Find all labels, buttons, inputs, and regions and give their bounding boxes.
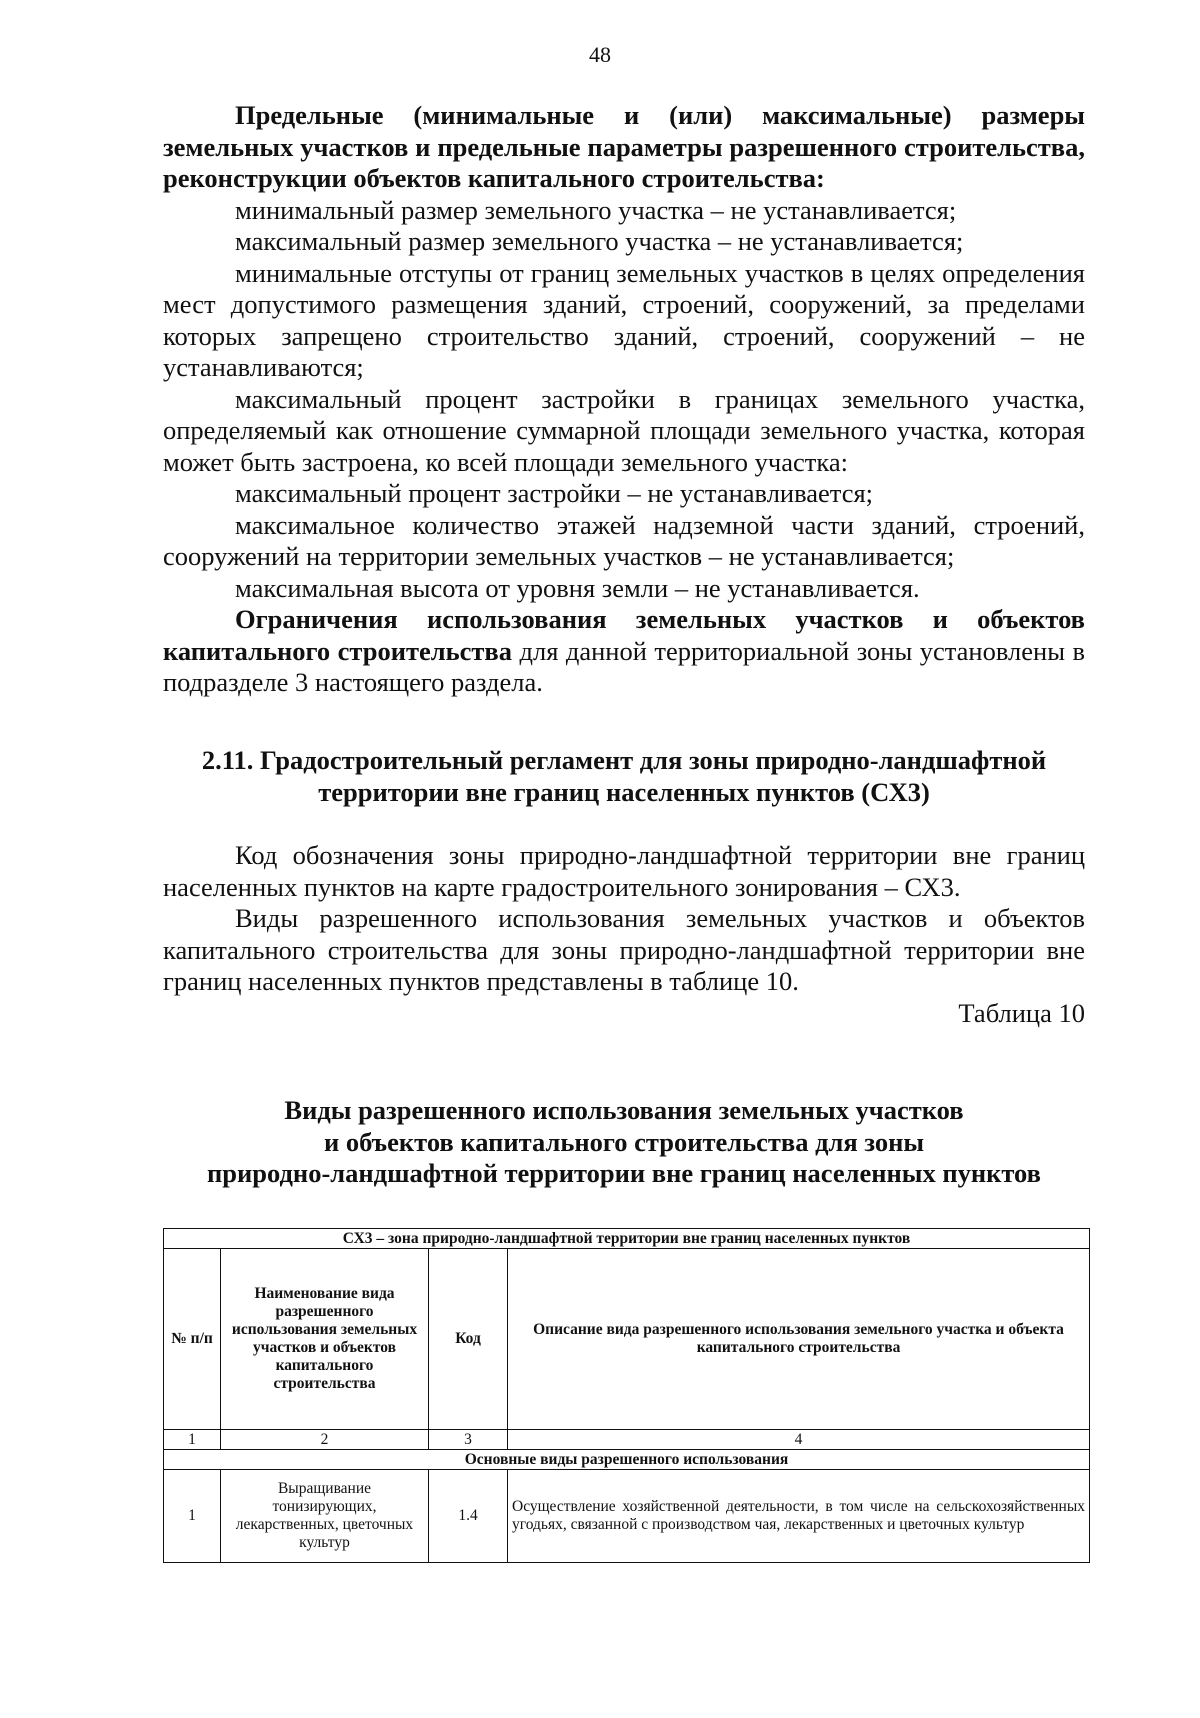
header-num: № п/п (164, 1249, 221, 1430)
permitted-uses-paragraph: Виды разрешенного использования земельных участков и объектов капитального строительства для зоны природно-ландшафтной территории вне границ населенных пунктов представлены в таблице 10. (163, 903, 1085, 996)
header-description: Описание вида разрешенного использования земельного участка и объекта капитального строительства (508, 1249, 1090, 1430)
table-column-number-row (164, 1430, 1090, 1450)
section-heading-block (163, 745, 1085, 808)
parameter-item: максимальная высота от уровня земли – не устанавливается. (235, 572, 920, 603)
parameter-item: минимальные отступы от границ земельных участков в целях определения мест допустимого размещения зданий, строений, сооружений, за пределами которых запрещено строительство зданий, строений, сооружений – не устанавливаются; (163, 257, 1085, 382)
parameter-item: минимальный размер земельного участка – не устанавливается; (235, 194, 957, 225)
header-name: Наименование вида разрешенного использования земельных участков и объектов капитального строительства (221, 1249, 429, 1430)
table-caption-line: природно-ландшафтной территории вне границ населенных пунктов (207, 1158, 1041, 1188)
cell-num: 1 (164, 1470, 221, 1563)
column-number: 4 (508, 1430, 1090, 1450)
restrictions-text: для данной территориальной зоны установлены в подразделе 3 настоящего раздела. (163, 635, 1085, 697)
table-caption-line: Виды разрешенного использования земельных участков (284, 1095, 964, 1125)
page-number: 48 (589, 42, 611, 67)
parameters-block (163, 100, 1085, 699)
column-number: 1 (164, 1430, 221, 1450)
zone-code-paragraph: Код обозначения зоны природно-ландшафтной территории вне границ населенных пунктов на карте градостроительного зонирования – СХ3. (163, 840, 1085, 902)
parameter-item: максимальный размер земельного участка – не устанавливается; (235, 226, 964, 256)
section-heading: 2.11. Градостроительный регламент для зоны природно-ландшафтной территории вне границ населенных пунктов (СХ3) (201, 745, 1047, 807)
table-header-row (164, 1249, 1090, 1430)
table-row (164, 1470, 1090, 1563)
permitted-uses-table (163, 1228, 1090, 1563)
column-number: 2 (221, 1430, 429, 1450)
table-zone-title: СХ3 – зона природно-ландшафтной территории вне границ населенных пунктов (164, 1229, 1090, 1249)
column-number: 3 (429, 1430, 508, 1450)
header-code: Код (429, 1249, 508, 1430)
parameter-item: максимальный процент застройки в границах земельного участка, определяемый как отношение суммарной площади земельного участка, которая может быть застроена, ко всей площади земельного участка: (163, 383, 1085, 477)
parameters-heading: Предельные (минимальные и (или) максимальные) размеры земельных участков и предельные параметры разрешенного строительства, реконструкции объектов капитального строительства: (163, 100, 1085, 193)
table-section-row (164, 1450, 1090, 1470)
cell-description: Осуществление хозяйственной деятельности, в том числе на сельскохозяйственных угодьях, связанной с производством чая, лекарственных и цветочных культур (508, 1470, 1090, 1563)
cell-code: 1.4 (429, 1470, 508, 1563)
table-section-title: Основные виды разрешенного использования (164, 1450, 1090, 1470)
table-caption (163, 1095, 1085, 1190)
parameter-item: максимальный процент застройки – не устанавливается; (235, 478, 874, 508)
table-zone-row (164, 1229, 1090, 1249)
restrictions-paragraph (163, 604, 1085, 699)
table-caption-line: и объектов капитального строительства для зоны (323, 1126, 925, 1157)
parameter-item: максимальное количество этажей надземной части зданий, строений, сооружений на территории земельных участков – не устанавливается; (163, 509, 1085, 571)
cell-name: Выращивание тонизирующих, лекарственных, цветочных культур (221, 1470, 429, 1563)
restrictions-bold-text: Ограничения использования земельных участков и объектов капитального строительства (163, 604, 1085, 666)
table-label: Таблица 10 (958, 997, 1085, 1028)
zone-description-block (163, 840, 1085, 1029)
